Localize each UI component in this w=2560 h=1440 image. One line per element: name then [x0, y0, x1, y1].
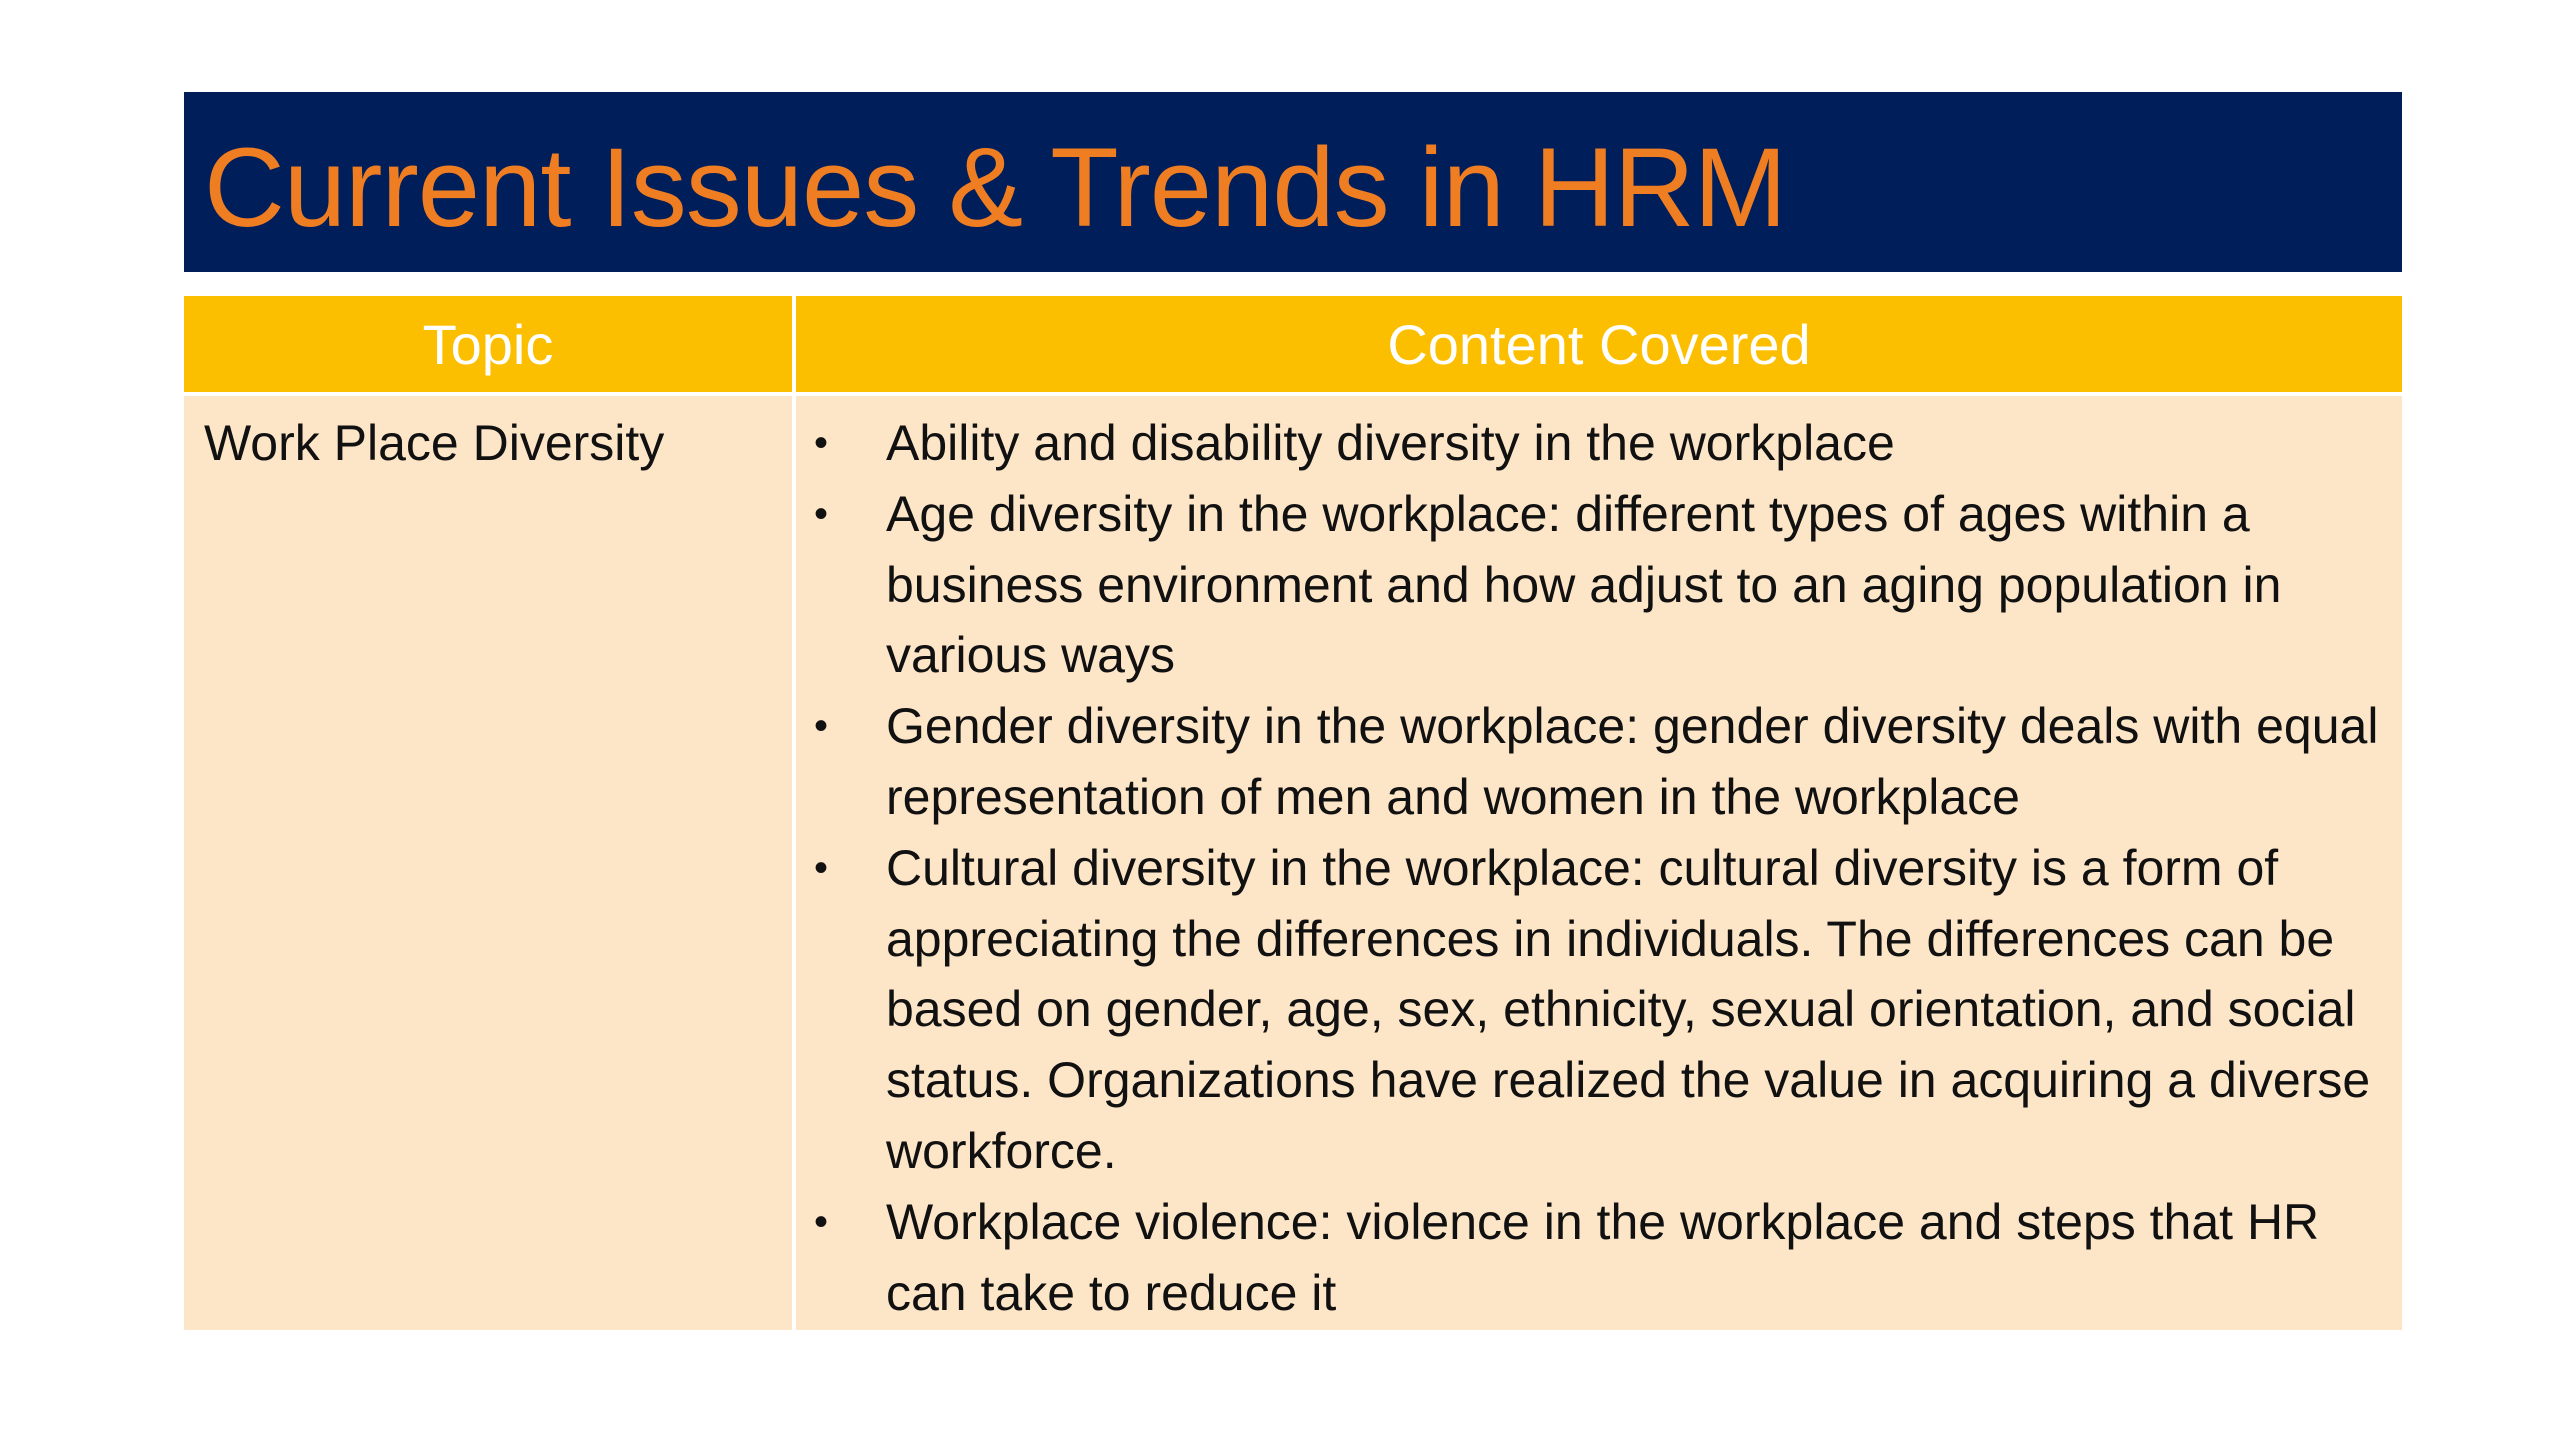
- bullet-icon: •: [814, 704, 829, 749]
- topic-cell: Work Place Diversity: [184, 396, 792, 1330]
- bullet-text: Cultural diversity in the workplace: cultural diversity is a form of appreciating the differences in individuals. The differences can be based on gender, age, sex, ethnicity, sexual orientation, and social status. Organizations have realized the value in acquiring a diverse workforce.: [886, 839, 2371, 1179]
- list-item: [796, 833, 2382, 1187]
- bullet-text: Gender diversity in the workplace: gender diversity deals with equal representation of men and women in the workplace: [886, 698, 2379, 825]
- bullet-icon: •: [814, 491, 829, 536]
- bullet-text: Workplace violence: violence in the workplace and steps that HR can take to reduce it: [886, 1193, 2320, 1321]
- content-table: [184, 296, 2402, 1330]
- list-item: [796, 691, 2382, 833]
- content-cell: [796, 396, 2402, 1330]
- bullet-icon: •: [814, 421, 829, 465]
- bullet-icon: •: [814, 845, 829, 890]
- bullet-list: [796, 408, 2382, 1328]
- list-item: [796, 479, 2382, 691]
- header-content-covered: Content Covered: [796, 296, 2402, 392]
- list-item: [796, 408, 2382, 479]
- header-topic: Topic: [184, 296, 792, 392]
- slide-title: Current Issues & Trends in HRM: [204, 125, 1787, 250]
- bullet-icon: •: [814, 1199, 829, 1244]
- title-bar: [184, 92, 2402, 272]
- bullet-text: Age diversity in the workplace: different types of ages within a business environment and how adjust to an aging population in various ways: [886, 485, 2282, 684]
- bullet-text: Ability and disability diversity in the workplace: [886, 415, 1895, 471]
- list-item: [796, 1187, 2382, 1329]
